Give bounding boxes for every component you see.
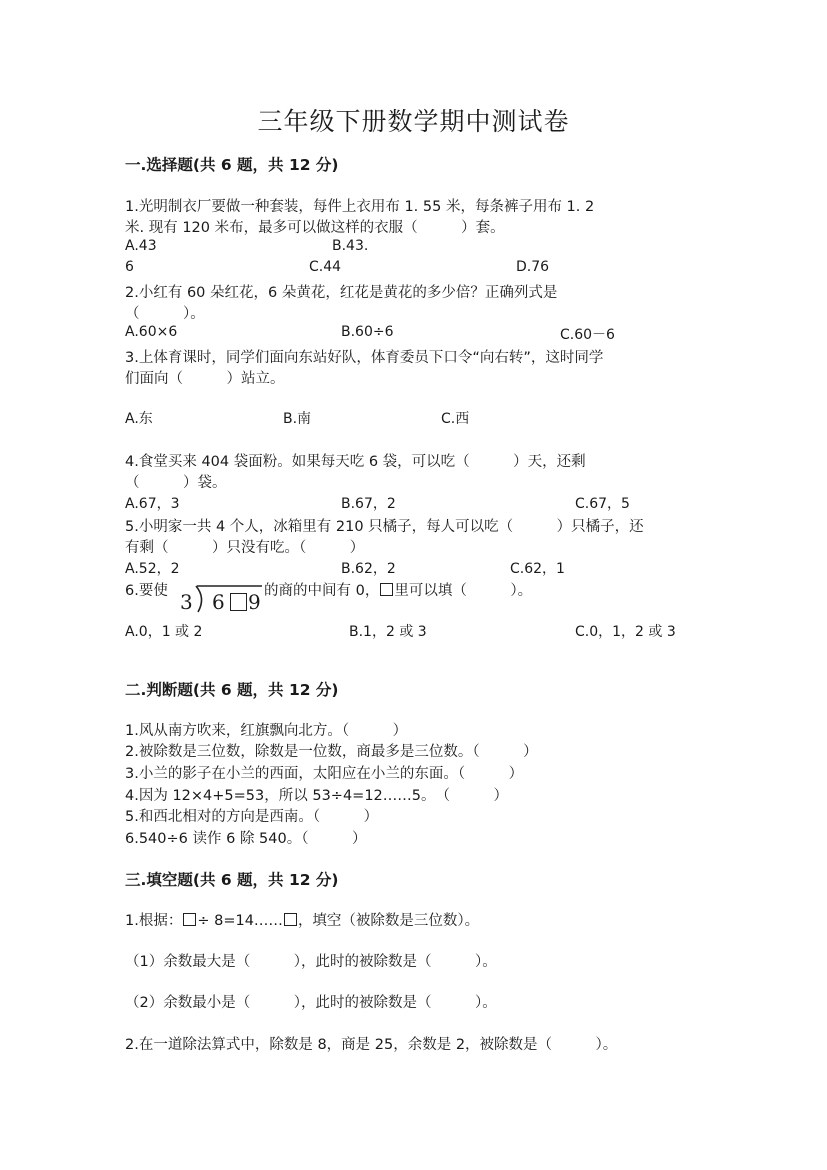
question-5-option-c[interactable]: C.62，1 [510, 561, 565, 577]
question-1-option-b[interactable]: B.43. [332, 238, 369, 254]
question-3-option-c[interactable]: C.西 [441, 411, 470, 427]
judgement-item-2: 2.被除数是三位数，除数是一位数，商最多是三位数。（ ） [125, 744, 538, 760]
division-digit-1: 6 [212, 590, 225, 614]
question-2-option-c[interactable]: C.60－6 [560, 327, 615, 343]
fill-question-1-b: ÷ 8=14…… [197, 913, 283, 929]
question-6-option-a[interactable]: A.0，1 或 2 [125, 624, 203, 640]
question-4-line-2: （ ）袋。 [125, 475, 227, 491]
question-4-option-a[interactable]: A.67，3 [125, 496, 180, 512]
division-digit-3: 9 [248, 590, 261, 614]
question-6-suffix-b: 里可以填（ ）。 [394, 583, 533, 599]
section-heading-choice: 一.选择题(共 6 题，共 12 分) [125, 156, 339, 174]
question-1-option-c[interactable]: C.44 [309, 259, 342, 275]
question-2-line-2: （ ）。 [125, 306, 205, 322]
question-3-option-a[interactable]: A.东 [125, 411, 153, 427]
judgement-item-3: 3.小兰的影子在小兰的西面，太阳应在小兰的东面。（ ） [125, 766, 524, 782]
division-divisor: 3 [180, 590, 193, 614]
fill-question-1-c: ，填空（被除数是三位数）。 [297, 913, 480, 929]
question-3-line-1: 3.上体育课时，同学们面向东站好队，体育委员下口令“向右转”，这时同学 [125, 350, 604, 366]
question-4-option-c[interactable]: C.67，5 [575, 496, 630, 512]
section-heading-judgement: 二.判断题(共 6 题，共 12 分) [125, 681, 339, 699]
judgement-item-1: 1.风从南方吹来，红旗飘向北方。（ ） [125, 723, 408, 739]
question-3-option-b[interactable]: B.南 [283, 411, 312, 427]
question-2-line-1: 2.小红有 60 朵红花，6 朵黄花，红花是黄花的多少倍？正确列式是 [125, 285, 558, 301]
judgement-item-5: 5.和西北相对的方向是西南。（ ） [125, 809, 379, 825]
long-division-figure [178, 580, 264, 614]
judgement-item-6: 6.540÷6 读作 6 除 540。（ ） [125, 831, 367, 847]
question-4-option-b[interactable]: B.67，2 [341, 496, 396, 512]
question-6-suffix [264, 579, 532, 600]
blank-box-icon [380, 583, 393, 596]
fill-question-1 [125, 909, 479, 930]
question-1-line-1: 1.光明制衣厂要做一种套装，每件上衣用布 1. 55 米，每条裤子用布 1. 2 [125, 199, 595, 215]
question-1-option-d[interactable]: D.76 [516, 259, 550, 275]
question-5-option-b[interactable]: B.62，2 [341, 561, 396, 577]
fill-question-1-sub-2: （2）余数最小是（ ），此时的被除数是（ ）。 [125, 995, 497, 1011]
question-5-option-a[interactable]: A.52，2 [125, 561, 180, 577]
question-1-option-a[interactable]: A.43 [125, 238, 157, 254]
fill-question-2: 2.在一道除法算式中，除数是 8，商是 25，余数是 2，被除数是（ ）。 [125, 1037, 618, 1053]
judgement-item-4: 4.因为 12×4+5=53，所以 53÷4=12……5。 （ ） [125, 788, 509, 804]
question-6-option-b[interactable]: B.1，2 或 3 [349, 624, 427, 640]
question-2-option-b[interactable]: B.60÷6 [341, 324, 394, 340]
question-6-suffix-a: 的商的中间有 0， [264, 583, 380, 599]
question-4-line-1: 4.食堂买来 404 袋面粉。如果每天吃 6 袋，可以吃（ ）天，还剩 [125, 454, 586, 470]
question-5-line-2: 有剩（ ）只没有吃。（ ） [125, 540, 365, 556]
question-6-prefix: 6.要使 [125, 583, 168, 599]
division-blank-box [230, 593, 247, 611]
blank-box-icon [284, 913, 297, 926]
question-3-line-2: 们面向（ ）站立。 [125, 371, 285, 387]
page-title: 三年级下册数学期中测试卷 [257, 107, 570, 136]
question-6-option-c[interactable]: C.0，1，2 或 3 [575, 624, 676, 640]
question-5-line-1: 5.小明家一共 4 个人，冰箱里有 210 只橘子，每人可以吃（ ）只橘子，还 [125, 519, 644, 535]
fill-question-1-sub-1: （1）余数最大是（ ），此时的被除数是（ ）。 [125, 954, 497, 970]
blank-box-icon [183, 913, 196, 926]
fill-question-1-a: 1.根据： [125, 913, 183, 929]
question-1-line-2: 米. 现有 120 米布，最多可以做这样的衣服（ ）套。 [125, 220, 505, 236]
question-2-option-a[interactable]: A.60×6 [125, 324, 178, 340]
section-heading-fill-in: 三.填空题(共 6 题，共 12 分) [125, 871, 339, 889]
question-1-option-b-cont: 6 [125, 259, 134, 275]
